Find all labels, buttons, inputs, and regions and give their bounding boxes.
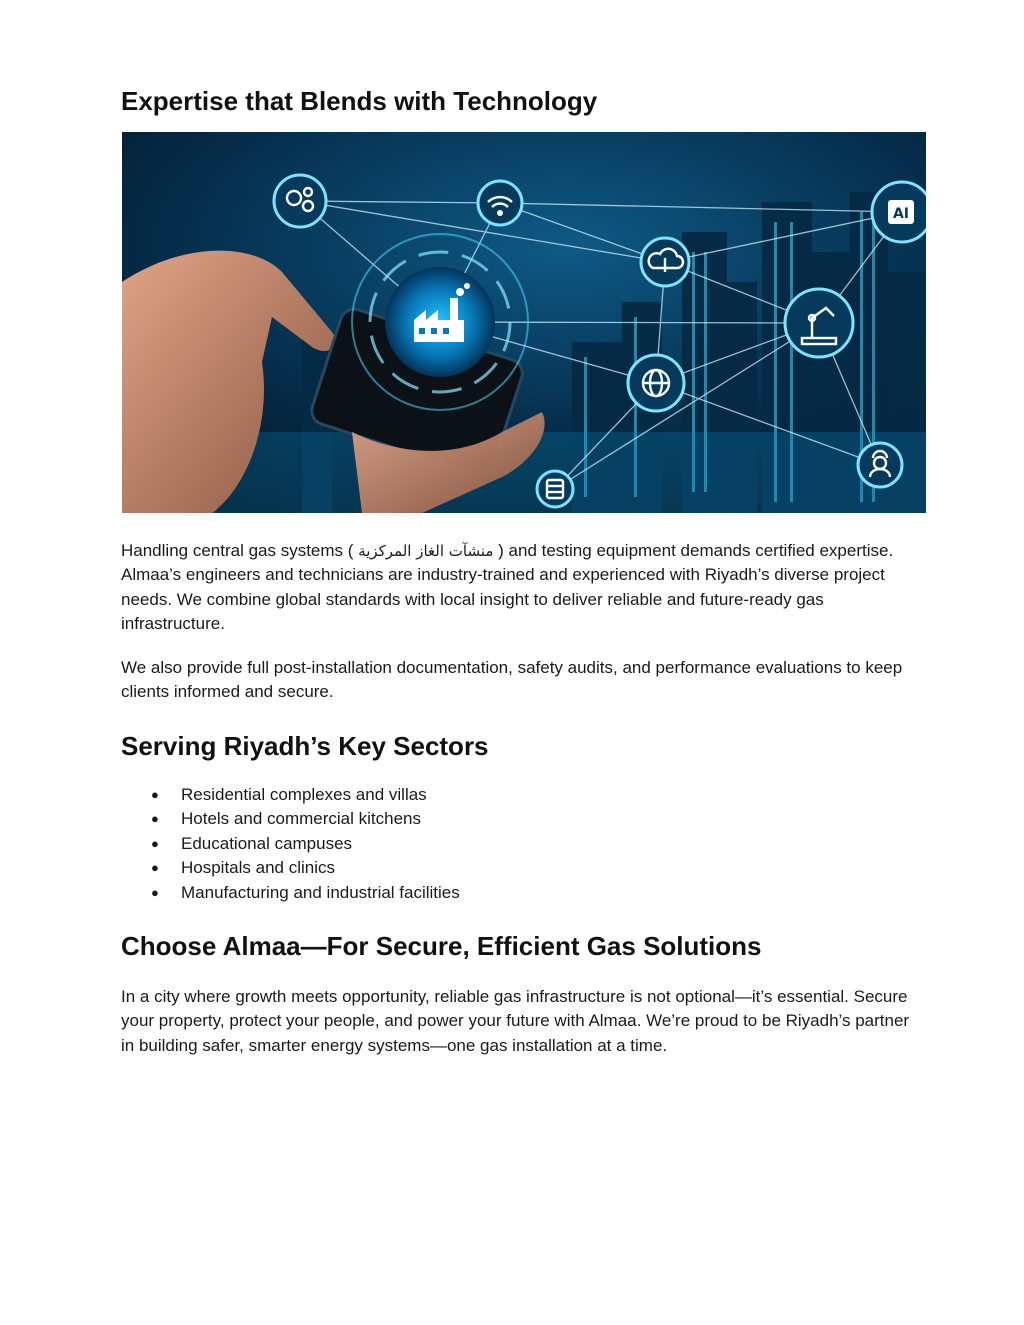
list-item: ● Hotels and commercial kitchens [121,807,460,831]
technology-network-illustration [122,132,926,513]
list-item: ● Educational campuses [121,832,460,856]
list-item: ● Residential complexes and villas [121,783,460,807]
sectors-list [121,783,460,905]
list-item: ● Hospitals and clinics [121,856,460,880]
paragraph-expertise: Handling central gas systems ( منشآت الغاز المركزية ) and testing equipment demands certified expertise. Almaa’s engineers and technicians are industry-trained and experienced with Riyadh’s diverse project needs. We combine global standards with local insight to deliver reliable and future-ready gas infrastructure. [121,541,894,634]
section-title-sectors: Serving Riyadh’s Key Sectors [121,731,489,761]
ai-chip-icon [888,200,914,224]
list-item: ● Manufacturing and industrial facilities [121,881,460,905]
section-title-choose-almaa: Choose Almaa—For Secure, Efficient Gas Solutions [121,931,762,961]
paragraph-documentation: We also provide full post-installation documentation, safety audits, and performance evaluations to keep clients informed and secure. [121,658,903,702]
arabic-term: منشآت الغاز المركزية [358,542,494,560]
svg-text:AI: AI [892,206,910,222]
paragraph-closing: In a city where growth meets opportunity, reliable gas infrastructure is not optional—it’s essential. Secure your property, protect your people, and power your future with Almaa. We’re proud to be Riyadh’s partner in building safer, smarter energy systems—one gas installation at a time. [121,987,910,1055]
hero-image [122,132,926,513]
section-title-expertise: Expertise that Blends with Technology [121,86,598,116]
